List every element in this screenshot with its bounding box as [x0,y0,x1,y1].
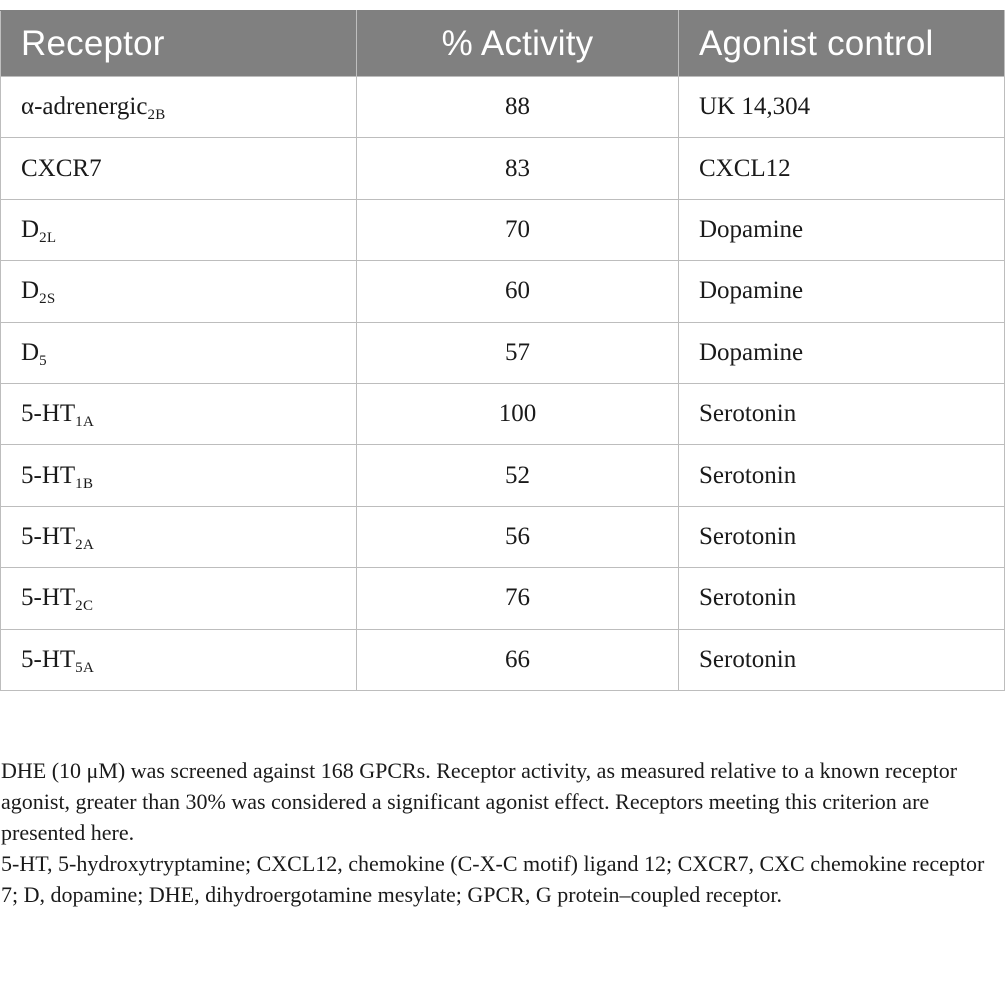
receptor-activity-table-container [0,10,1004,691]
receptor-cell [1,568,357,629]
receptor-subscript: 5 [39,352,47,369]
footnote-screening-description: DHE (10 μM) was screened against 168 GPCRs. Receptor activity, as measured relative to a known receptor agonist, greater than 30% was considered a significant agonist effect. Receptors meeting this criterion are presented here. [1,758,958,845]
receptor-cell [1,199,357,260]
table-body [1,77,1005,691]
receptor-subscript: 2A [75,536,95,553]
agonist-cell: Serotonin [679,629,1005,690]
receptor-cell [1,506,357,567]
receptor-cell [1,629,357,690]
activity-cell: 83 [357,138,679,199]
activity-cell: 56 [357,506,679,567]
receptor-name: D [21,215,40,243]
footnote-abbreviations: 5-HT, 5-hydroxytryptamine; CXCL12, chemokine (C-X-C motif) ligand 12; CXCR7, CXC chemokine receptor 7; D, dopamine; DHE, dihydroergotamine mesylate; GPCR, G protein–coupled receptor. [1,851,985,907]
activity-cell: 100 [357,383,679,444]
agonist-cell: Dopamine [679,261,1005,322]
activity-cell: 60 [357,261,679,322]
receptor-cell [1,261,357,322]
receptor-name: D [21,277,40,305]
table-header [1,11,1005,77]
table-row [1,261,1005,322]
agonist-cell: Serotonin [679,506,1005,567]
header-receptor: Receptor [1,11,357,77]
receptor-subscript: 2S [39,291,56,308]
receptor-cell [1,77,357,138]
table-row [1,445,1005,506]
receptor-name: 5-HT [21,584,76,612]
agonist-cell: Serotonin [679,383,1005,444]
table-row [1,77,1005,138]
header-row [1,11,1005,77]
header-agonist-control: Agonist control [679,11,1005,77]
receptor-subscript: 1B [75,475,94,492]
activity-cell: 66 [357,629,679,690]
receptor-subscript: 5A [75,659,95,676]
receptor-cell [1,383,357,444]
receptor-name: CXCR7 [21,154,102,182]
table-row [1,383,1005,444]
receptor-subscript: 1A [75,414,95,431]
receptor-name: 5-HT [21,522,76,550]
receptor-subscript: 2C [75,598,94,615]
activity-cell: 52 [357,445,679,506]
agonist-cell: UK 14,304 [679,77,1005,138]
receptor-cell [1,445,357,506]
receptor-name: D [21,338,40,366]
receptor-subscript: 2L [39,229,57,246]
receptor-activity-table [0,10,1005,691]
table-row [1,506,1005,567]
agonist-cell: CXCL12 [679,138,1005,199]
agonist-cell: Dopamine [679,199,1005,260]
table-row [1,199,1005,260]
activity-cell: 76 [357,568,679,629]
agonist-cell: Dopamine [679,322,1005,383]
receptor-name: 5-HT [21,461,76,489]
activity-cell: 57 [357,322,679,383]
receptor-subscript: 2B [147,107,166,124]
table-row [1,629,1005,690]
receptor-name: 5-HT [21,645,76,673]
table-row [1,322,1005,383]
agonist-cell: Serotonin [679,568,1005,629]
activity-cell: 70 [357,199,679,260]
receptor-name: 5-HT [21,400,76,428]
receptor-cell [1,322,357,383]
receptor-name: α-adrenergic [21,93,148,121]
table-row [1,138,1005,199]
table-footnotes [1,755,991,910]
activity-cell: 88 [357,77,679,138]
header-activity: % Activity [357,11,679,77]
receptor-cell [1,138,357,199]
table-row [1,568,1005,629]
agonist-cell: Serotonin [679,445,1005,506]
